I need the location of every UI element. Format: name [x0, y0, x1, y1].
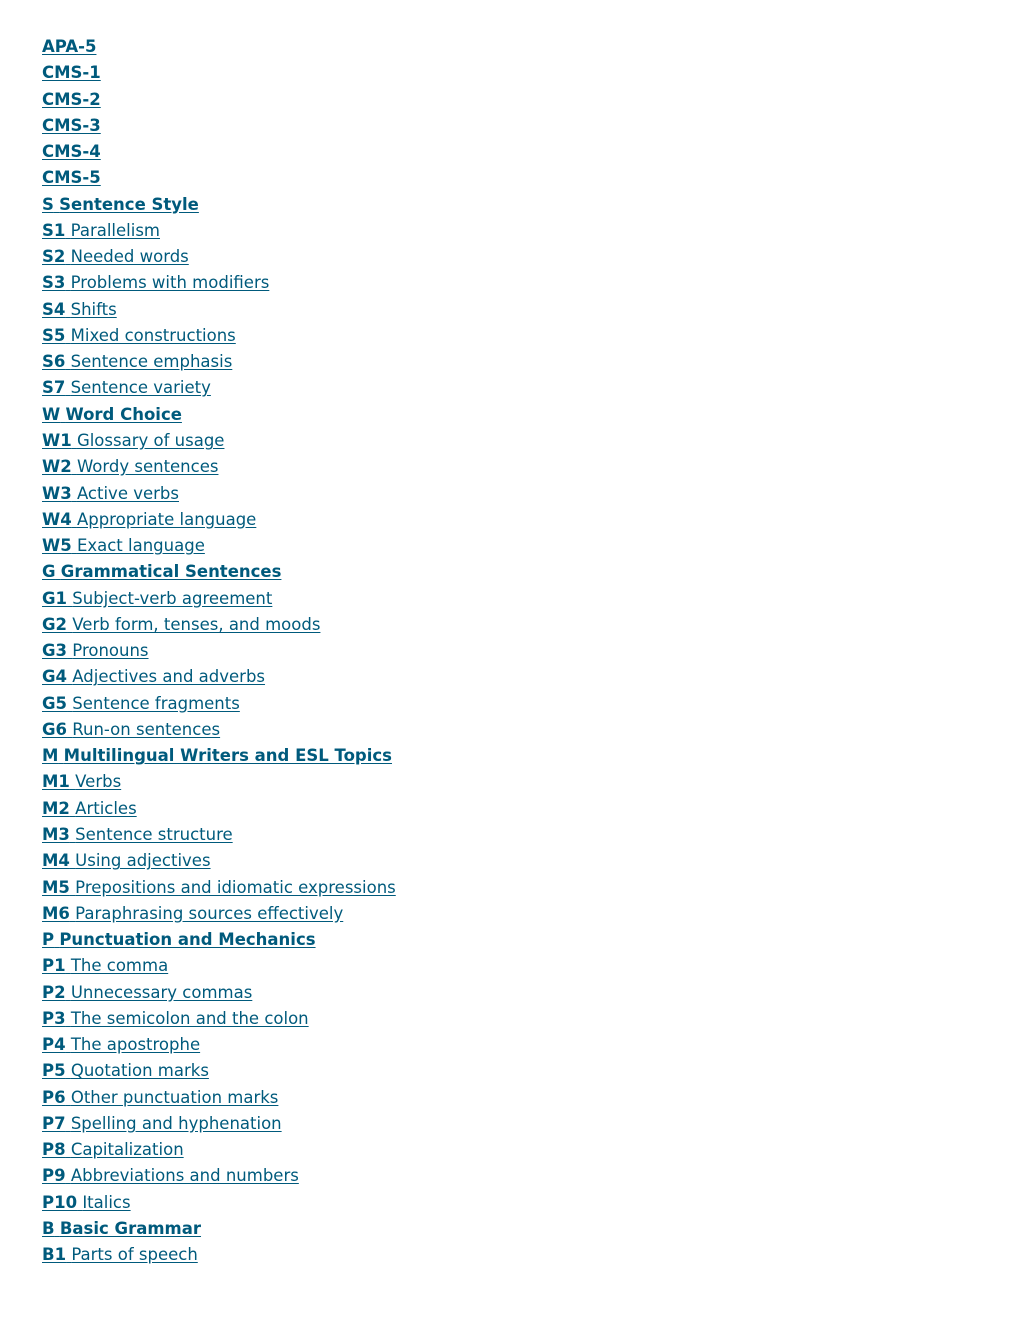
topic-label: Exact language [76, 536, 205, 556]
topic-label: Italics [82, 1192, 131, 1212]
topic-item [42, 982, 396, 1008]
topic-item [42, 614, 396, 640]
topic-code: P4 [42, 1035, 66, 1055]
topic-item [42, 693, 396, 719]
topic-link-p5[interactable] [42, 1061, 209, 1080]
topic-code: M1 [42, 772, 70, 792]
topic-code: M6 [42, 903, 70, 923]
topic-link-p8[interactable] [42, 1140, 184, 1159]
topic-link-m6[interactable] [42, 904, 343, 923]
topic-code: P1 [42, 956, 66, 976]
topic-label: Adjectives and adverbs [72, 667, 266, 687]
documentation-style-item [42, 36, 396, 62]
topic-code: W3 [42, 483, 72, 503]
documentation-style-item [42, 167, 396, 193]
topic-label: Spelling and hyphenation [70, 1113, 282, 1133]
topic-item [42, 456, 396, 482]
topic-item [42, 1113, 396, 1139]
topic-code: B1 [42, 1245, 67, 1265]
topic-link-m3[interactable] [42, 825, 233, 844]
topic-link-w2[interactable] [42, 457, 218, 476]
topic-code: CMS-4 [42, 142, 101, 162]
topic-code: CMS-5 [42, 168, 101, 188]
topic-item [42, 824, 396, 850]
topic-link-m2[interactable] [42, 799, 137, 818]
topic-code: P [42, 930, 55, 950]
topic-label: Run-on sentences [72, 719, 221, 739]
topic-label: Quotation marks [70, 1061, 209, 1081]
section-heading-item [42, 929, 396, 955]
topic-item [42, 719, 396, 745]
topic-code: M4 [42, 851, 70, 871]
section-heading-item [42, 1218, 396, 1244]
topic-link-cms-1[interactable] [42, 63, 101, 82]
topic-label: The comma [70, 956, 169, 976]
topic-label: Sentence Style [59, 194, 199, 214]
topic-link-m4[interactable] [42, 851, 211, 870]
topic-link-g5[interactable] [42, 694, 240, 713]
topic-item [42, 377, 396, 403]
topic-link-s4[interactable] [42, 300, 117, 319]
topic-code: S6 [42, 352, 66, 372]
topic-code: P7 [42, 1113, 66, 1133]
topic-code: G4 [42, 667, 68, 687]
topic-label: Subject-verb agreement [72, 588, 273, 608]
topic-link-p4[interactable] [42, 1035, 200, 1054]
documentation-style-item [42, 115, 396, 141]
topic-link-s6[interactable] [42, 352, 232, 371]
topic-label: Appropriate language [76, 509, 257, 529]
topic-code: B [42, 1218, 55, 1238]
topic-label: Parts of speech [71, 1245, 198, 1265]
topic-link-w3[interactable] [42, 484, 179, 503]
topic-label: Unnecessary commas [70, 982, 253, 1002]
topic-link-cms-4[interactable] [42, 142, 101, 161]
topic-link-s7[interactable] [42, 378, 211, 397]
topic-item [42, 272, 396, 298]
section-heading-item [42, 194, 396, 220]
topic-code: P5 [42, 1061, 66, 1081]
section-link-g[interactable] [42, 562, 281, 581]
topic-link-s3[interactable] [42, 273, 269, 292]
topic-item [42, 1165, 396, 1191]
topic-label: Prepositions and idiomatic expressions [75, 877, 396, 897]
topic-item [42, 1008, 396, 1034]
topic-code: P2 [42, 982, 66, 1002]
topic-link-s5[interactable] [42, 326, 236, 345]
topic-item [42, 771, 396, 797]
topic-link-g1[interactable] [42, 589, 272, 608]
section-heading-item [42, 404, 396, 430]
topic-item [42, 509, 396, 535]
topic-link-g2[interactable] [42, 615, 320, 634]
topic-label: Mixed constructions [70, 325, 236, 345]
topic-label: Glossary of usage [76, 430, 225, 450]
topic-item [42, 535, 396, 561]
topic-code: W1 [42, 430, 72, 450]
topic-link-b1[interactable] [42, 1245, 198, 1264]
documentation-style-item [42, 89, 396, 115]
topic-label: Sentence structure [75, 824, 233, 844]
topic-code: APA-5 [42, 37, 97, 56]
topic-link-cms-2[interactable] [42, 90, 101, 109]
section-link-b[interactable] [42, 1219, 201, 1238]
topic-label: Sentence emphasis [70, 352, 233, 372]
topic-code: S4 [42, 299, 66, 319]
section-link-m[interactable] [42, 746, 392, 765]
topic-link-p1[interactable] [42, 956, 168, 975]
section-link-p[interactable] [42, 930, 316, 949]
topic-code: W5 [42, 536, 72, 556]
topic-link-w5[interactable] [42, 536, 205, 555]
topic-code: M3 [42, 824, 70, 844]
topic-label: Grammatical Sentences [60, 562, 282, 582]
topic-label: Paraphrasing sources effectively [75, 903, 344, 923]
topic-code: G [42, 562, 56, 582]
topic-link-cms-5[interactable] [42, 168, 101, 187]
topic-item [42, 1192, 396, 1218]
topic-item [42, 1139, 396, 1165]
topic-item [42, 640, 396, 666]
topic-code: S [42, 194, 54, 214]
topic-label: Verb form, tenses, and moods [72, 614, 321, 634]
topic-code: S3 [42, 273, 66, 293]
topic-label: Multilingual Writers and ESL Topics [63, 746, 392, 766]
topic-link-p2[interactable] [42, 983, 252, 1002]
section-heading-item [42, 561, 396, 587]
section-heading-item [42, 745, 396, 771]
topic-link-p10[interactable] [42, 1193, 131, 1212]
topic-item [42, 955, 396, 981]
topic-link-w1[interactable] [42, 431, 224, 450]
topic-link-p9[interactable] [42, 1166, 299, 1185]
topic-item [42, 666, 396, 692]
topic-label: Using adjectives [75, 851, 211, 871]
topic-label: Problems with modifiers [70, 273, 270, 293]
topic-code: CMS-1 [42, 63, 101, 83]
topic-label: Sentence fragments [72, 693, 240, 713]
topic-item [42, 351, 396, 377]
section-link-w[interactable] [42, 405, 182, 424]
topic-code: M2 [42, 798, 70, 818]
topic-link-g6[interactable] [42, 720, 220, 739]
topic-code: P9 [42, 1166, 66, 1186]
topic-label: Wordy sentences [76, 457, 219, 477]
topic-item [42, 1087, 396, 1113]
topic-link-m1[interactable] [42, 772, 121, 791]
topic-code: S7 [42, 378, 66, 398]
topic-link-w4[interactable] [42, 510, 256, 529]
topic-code: S1 [42, 220, 66, 240]
topic-label: Articles [75, 798, 137, 818]
topic-label: Word Choice [65, 404, 182, 424]
section-link-s[interactable] [42, 195, 199, 214]
topic-item [42, 798, 396, 824]
topic-code: CMS-2 [42, 89, 101, 109]
topic-item [42, 850, 396, 876]
topic-label: Pronouns [72, 641, 149, 661]
topic-label: Sentence variety [70, 378, 211, 398]
topic-label: The apostrophe [70, 1035, 201, 1055]
topic-code: S2 [42, 247, 66, 267]
topic-item [42, 220, 396, 246]
topic-code: M5 [42, 877, 70, 897]
topic-link-p3[interactable] [42, 1009, 309, 1028]
topic-code: P8 [42, 1140, 66, 1160]
topic-code: G1 [42, 588, 68, 608]
topic-link-list [42, 36, 396, 1270]
topic-code: G5 [42, 693, 68, 713]
topic-code: W2 [42, 457, 72, 477]
topic-item [42, 483, 396, 509]
topic-code: M [42, 746, 59, 766]
topic-code: P6 [42, 1087, 66, 1107]
topic-label: Basic Grammar [59, 1218, 202, 1238]
topic-label: Active verbs [76, 483, 179, 503]
documentation-style-item [42, 62, 396, 88]
topic-code: G3 [42, 641, 68, 661]
topic-item [42, 299, 396, 325]
topic-item [42, 1034, 396, 1060]
topic-label: Punctuation and Mechanics [59, 930, 316, 950]
topic-item [42, 903, 396, 929]
topic-label: Verbs [75, 772, 122, 792]
topic-link-s1[interactable] [42, 221, 160, 240]
topic-code: CMS-3 [42, 115, 101, 135]
topic-item [42, 1060, 396, 1086]
topic-item [42, 430, 396, 456]
topic-item [42, 588, 396, 614]
topic-link-p6[interactable] [42, 1088, 278, 1107]
topic-item [42, 246, 396, 272]
topic-item [42, 877, 396, 903]
topic-label: Capitalization [70, 1140, 184, 1160]
topic-link-g3[interactable] [42, 641, 149, 660]
topic-item [42, 1244, 396, 1270]
topic-label: Other punctuation marks [70, 1087, 279, 1107]
topic-label: The semicolon and the colon [70, 1008, 309, 1028]
topic-label: Shifts [70, 299, 117, 319]
topic-link-p7[interactable] [42, 1114, 282, 1133]
topic-code: G2 [42, 614, 68, 634]
topic-code: S5 [42, 325, 66, 345]
topic-code: W [42, 404, 61, 424]
documentation-style-item [42, 141, 396, 167]
topic-label: Needed words [70, 247, 189, 267]
topic-label: Parallelism [70, 220, 160, 240]
topic-code: P3 [42, 1008, 66, 1028]
topic-link-s2[interactable] [42, 247, 189, 266]
topic-code: P10 [42, 1192, 78, 1212]
topic-code: W4 [42, 509, 72, 529]
topic-link-m5[interactable] [42, 878, 396, 897]
topic-link-apa-5[interactable] [42, 37, 96, 56]
topic-label: Abbreviations and numbers [70, 1166, 299, 1186]
topic-link-g4[interactable] [42, 667, 265, 686]
topic-item [42, 325, 396, 351]
topic-link-cms-3[interactable] [42, 116, 101, 135]
topic-code: G6 [42, 719, 68, 739]
